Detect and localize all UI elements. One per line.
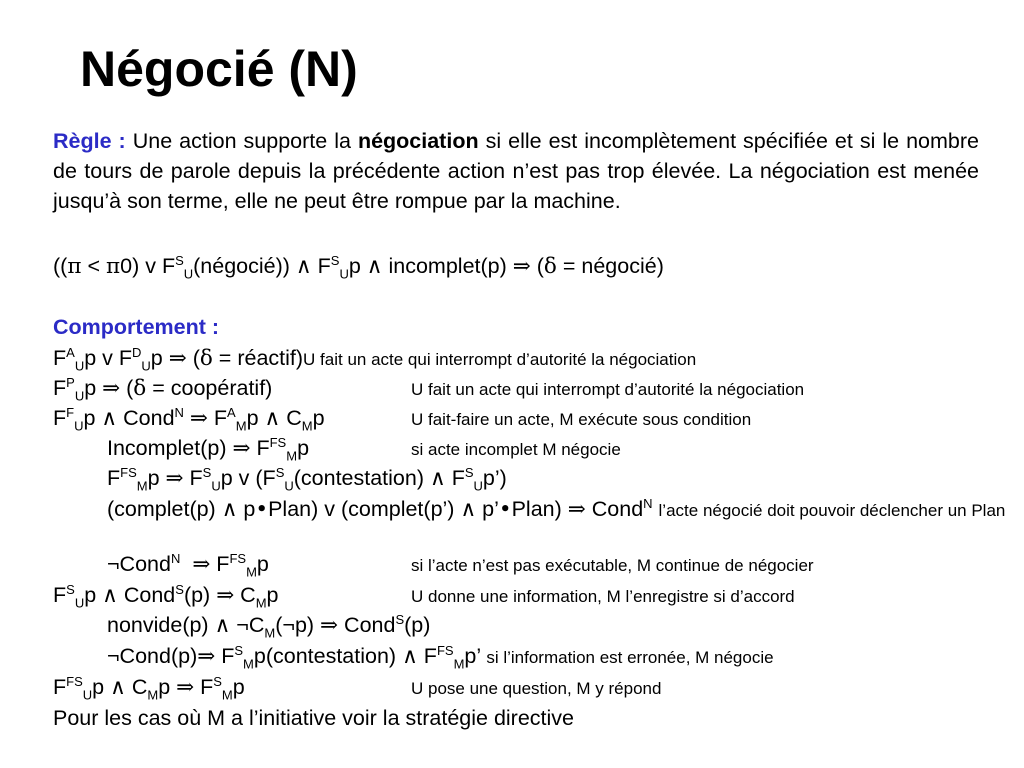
comment-7: si l’acte n’est pas exécutable, M continue de négocier: [411, 556, 814, 575]
behavior-label: Comportement :: [53, 315, 220, 339]
page-title: Négocié (N): [80, 41, 358, 97]
comment-2: U fait un acte qui interrompt d’autorité la négociation: [411, 380, 805, 399]
comment-3: U fait-faire un acte, M exécute sous condition: [411, 410, 752, 429]
formula-line-7: ¬Cond$^N$ ⇒ $F^{FS}_Mp$: [107, 550, 269, 580]
formula-line-2: $F^P_Up$ ⇒ (δ = coopératif): [53, 374, 273, 404]
rule-text-after: si elle est incomplètement spécifiée et si le nombre de tours de parole depuis la précédente action n’est pas trop élevée. La négociation est menée jusqu’à son terme, elle ne peut être rompue par la machine.: [53, 129, 979, 213]
rule-formula: ((π < π0) v $F^S_U(négocié)$) ∧ $F^S_Up$ ∧ incomplet(p) ⇒ (δ = négocié): [53, 252, 664, 282]
comment-8: U donne une information, M l’enregistre si d’accord: [411, 587, 795, 606]
comment-4: si acte incomplet M négocie: [411, 440, 621, 459]
formula-line-8: $F^S_Up$ ∧ Cond$^S$(p) ⇒ $C_Mp$: [53, 581, 279, 611]
formula-line-5: $F^{FS}_Mp$ ⇒ $F^S_Up$ v ($F^S_U(contestation)$ ∧ $F^S_Up$’): [107, 464, 507, 494]
comment-11: U pose une question, M y répond: [411, 679, 662, 698]
formula-line-1: $F^A_Up$ v $F^D_Up$ ⇒ (δ = réactif)U fait un acte qui interrompt d’autorité la négociation: [53, 344, 697, 374]
rule-bold-word: négociation: [357, 129, 479, 153]
comment-10: si l’information est erronée, M négocie: [486, 648, 774, 667]
formula-line-9: nonvide(p) ∧ $\neg C_M(\neg p)$ ⇒ Cond$^S$(p): [107, 611, 431, 641]
formula-line-3: $F^F_Up$ ∧ Cond$^N$ ⇒ $F^A_Mp$ ∧ $C_Mp$: [53, 404, 325, 434]
formula-line-4: Incomplet(p) ⇒ $F^{FS}_Mp$: [107, 434, 310, 464]
formula-line-10: ¬Cond(p)⇒ $F^S_Mp(contestation)$ ∧ $F^{FS}_Mp$’ si l’information est erronée, M négocie: [107, 642, 774, 672]
formula-line-11: $F^{FS}_Up$ ∧ $C_Mp$ ⇒ $F^S_Mp$: [53, 673, 245, 703]
rule-paragraph: [53, 126, 979, 216]
footer-text: Pour les cas où M a l’initiative voir la stratégie directive: [53, 706, 574, 730]
comment-6: l’acte négocié doit pouvoir déclencher un Plan: [658, 501, 1006, 520]
comment-1: U fait un acte qui interrompt d’autorité la négociation: [303, 350, 697, 369]
rule-label: Règle :: [53, 129, 126, 153]
formula-line-6: (complet(p) ∧ p•Plan) v (complet(p’) ∧ p’•Plan) ⇒ Cond$^N$ l’acte négocié doit pouvoir déclencher un Plan: [107, 495, 1006, 522]
rule-text-before: Une action supporte la: [125, 129, 358, 153]
